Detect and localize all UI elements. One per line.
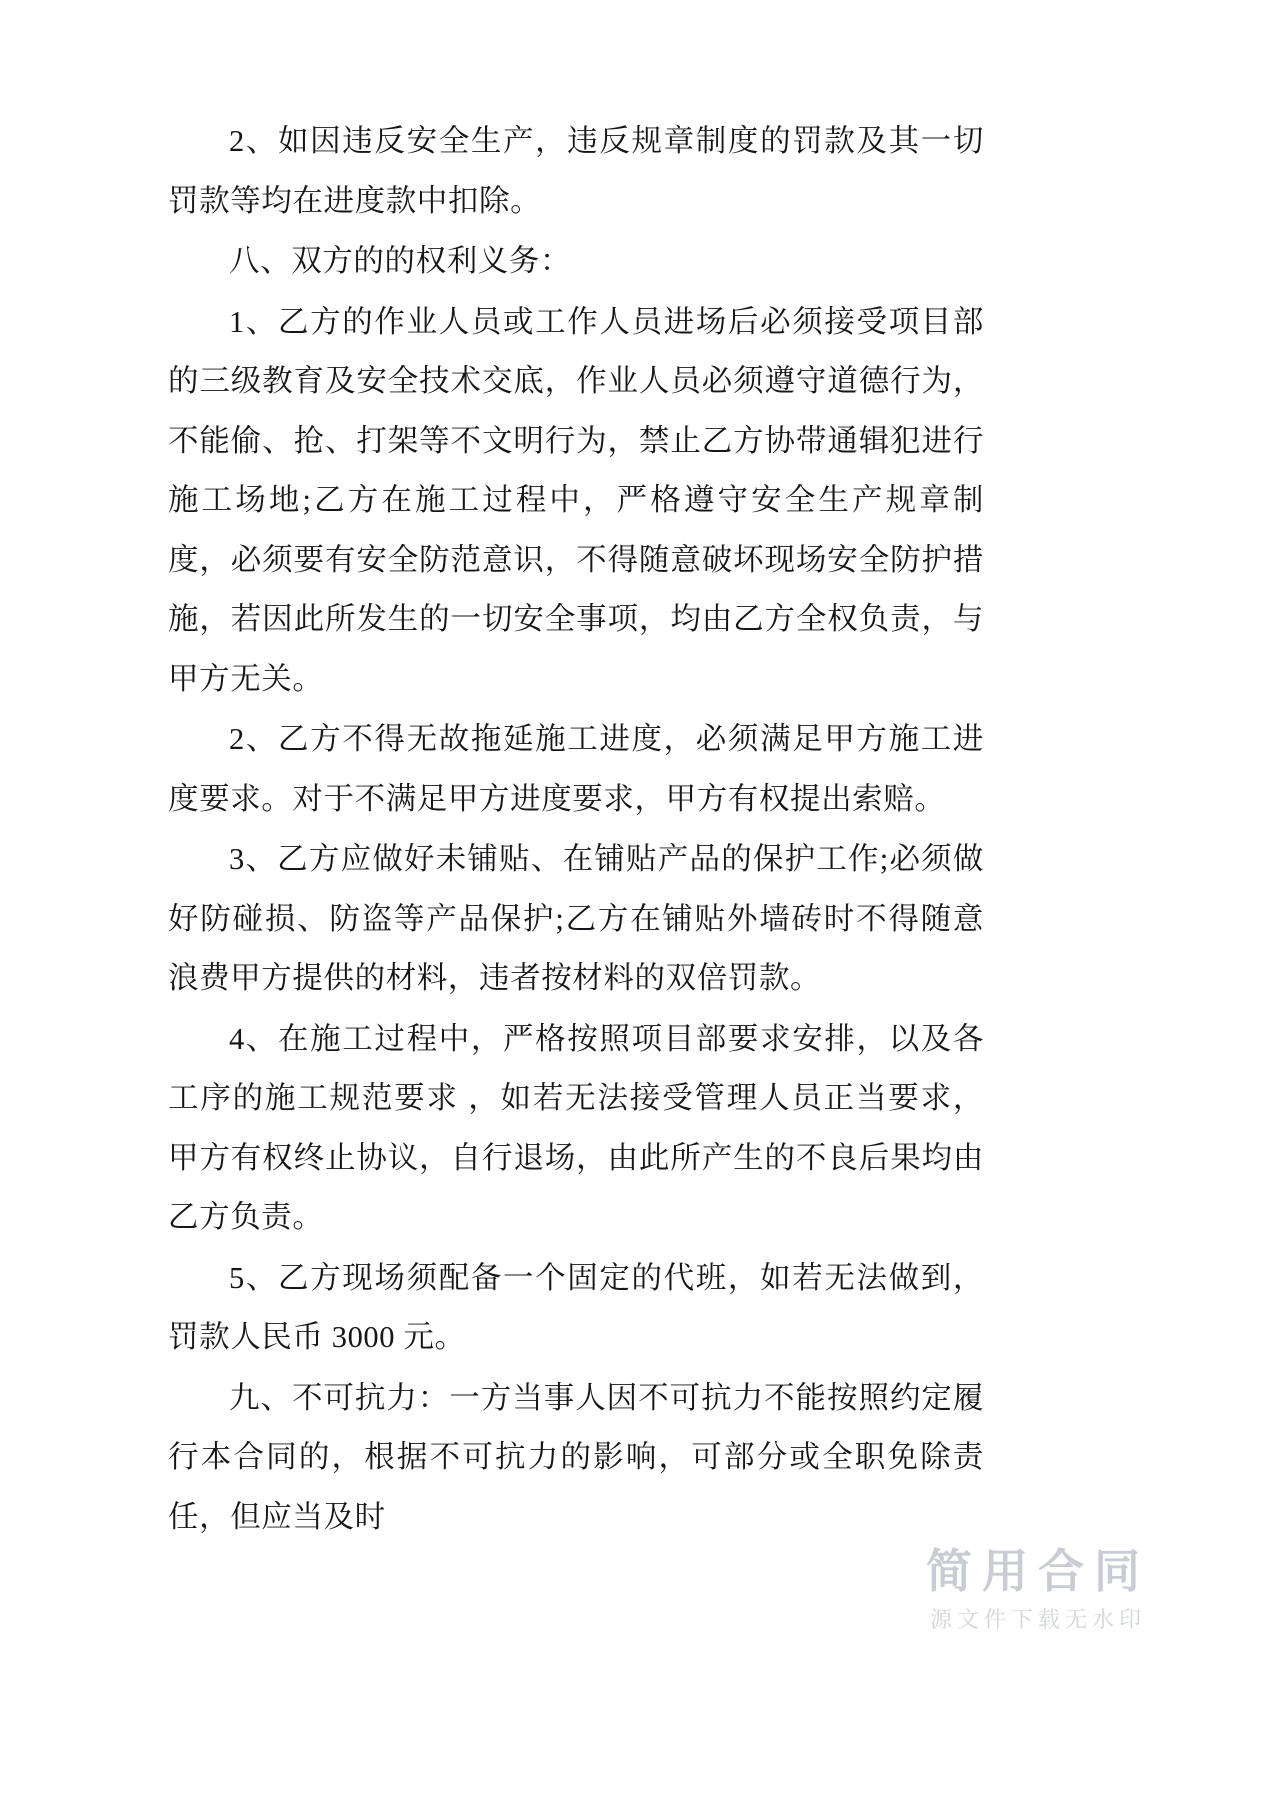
document-body	[168, 112, 984, 1547]
watermark-subtitle: 源文件下载无水印	[929, 1607, 1146, 1633]
watermark-title: 简用合同	[926, 1544, 1150, 1597]
clause-8-4-paragraph: 4、在施工过程中，严格按照项目部要求安排，以及各工序的施工规范要求 ，如若无法接受管理人员正当要求，甲方有权终止协议，自行退场，由此所产生的不良后果均由乙方负责。	[168, 1021, 984, 1234]
watermark	[858, 1543, 1218, 1635]
section-9-paragraph: 九、不可抗力：一方当事人因不可抗力不能按照约定履行本合同的，根据不可抗力的影响，可部分或全职免除责任，但应当及时	[168, 1380, 984, 1534]
clause-8-1-paragraph: 1、乙方的作业人员或工作人员进场后必须接受项目部的三级教育及安全技术交底，作业人员必须遵守道德行为，不能偷、抢、打架等不文明行为，禁止乙方协带通辑犯进行施工场地;乙方在施工过程中，严格遵守安全生产规章制度，必须要有安全防范意识，不得随意破坏现场安全防护措施，若因此所发生的一切安全事项，均由乙方全权负责，与甲方无关。	[168, 304, 984, 696]
clause-8-2-paragraph: 2、乙方不得无故拖延施工进度，必须满足甲方施工进度要求。对于不满足甲方进度要求，甲方有权提出索赔。	[168, 722, 984, 816]
section-8-heading: 八、双方的的权利义务：	[229, 244, 572, 278]
clause-8-5-paragraph: 5、乙方现场须配备一个固定的代班，如若无法做到，罚款人民币 3000 元。	[168, 1260, 984, 1354]
clause-7-2-paragraph: 2、如因违反安全生产，违反规章制度的罚款及其一切罚款等均在进度款中扣除。	[168, 124, 984, 218]
clause-8-3-paragraph: 3、乙方应做好未铺贴、在铺贴产品的保护工作;必须做好防碰损、防盗等产品保护;乙方在铺贴外墙砖时不得随意浪费甲方提供的材料，违者按材料的双倍罚款。	[168, 842, 984, 995]
